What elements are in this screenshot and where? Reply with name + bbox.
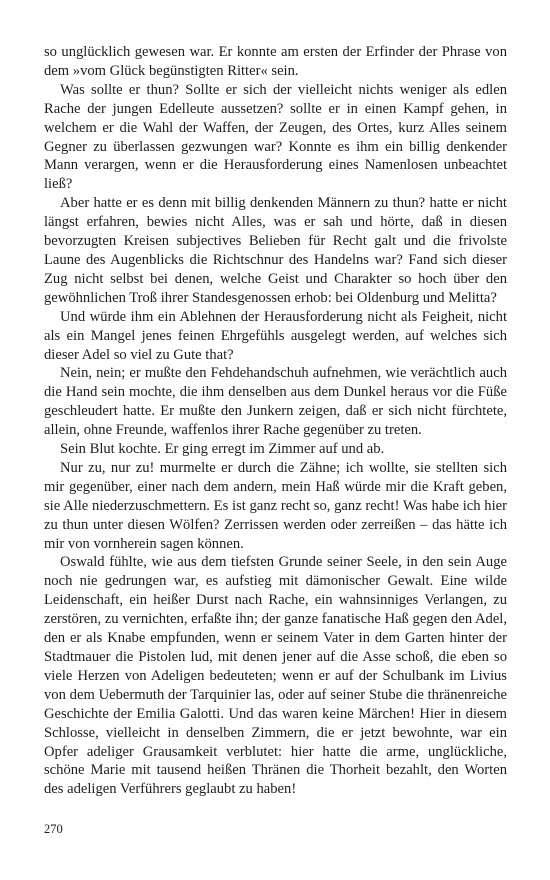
paragraph-1: so unglücklich gewesen war. Er konnte am ersten der Erfinder der Phrase von dem »vom Glück begünstigten Ritter« sein. bbox=[44, 44, 507, 79]
paragraph-3: Aber hatte er es denn mit billig denkenden Männern zu thun? hatte er nicht längst erfahren, bewies nicht Alles, was er sah und hörte, daß in diesen bevorzugten Kreisen subjectives Belieben für Recht galt und die frivolste Laune des Augenblicks die Richtschnur des Handelns war? Fand sich dieser Zug nicht selbst bei denen, welche Geist und Charakter so hoch über den gewöhnlichen Troß ihrer Standesgenossen erhob: bei Oldenburg und Melitta? bbox=[44, 195, 507, 306]
page-body bbox=[44, 43, 507, 799]
paragraph-2: Was sollte er thun? Sollte er sich der vielleicht nichts weniger als edlen Rache der jungen Edelleute aussetzen? sollte er in einen Kampf gehen, in welchem er die Wahl der Waffen, der Zeugen, des Ortes, kurz Alles seinem Gegner zu überlassen gezwungen war? Konnte es ihm ein billig denkender Mann verargen, wenn er die Herausforderung eines Namenlosen unbeachtet ließ? bbox=[44, 81, 507, 193]
paragraph-4: Und würde ihm ein Ablehnen der Herausforderung nicht als Feigheit, nicht als ein Mangel jenes feinen Ehrgefühls ausgelegt werden, auf welches sich dieser Adel so viel zu Gute that? bbox=[44, 308, 507, 363]
paragraph-5: Nein, nein; er mußte den Fehdehandschuh aufnehmen, wie verächtlich auch die Hand sein mochte, die ihm denselben aus dem Dunkel heraus vor die Füße geschleudert hatte. Er mußte den Junkern zeigen, daß er sich nicht fürchtete, allein, ohne Freunde, waffenlos ihrer Rache gegenüber zu treten. bbox=[44, 365, 507, 439]
paragraph-7: Nur zu, nur zu! murmelte er durch die Zähne; ich wollte, sie stellten sich mir gegenüber, einer nach dem andern, mein Haß würde mir die Kraft geben, sie Alle niederzuschmettern. Es ist ganz recht so, ganz recht! Was habe ich hier zu thun unter diesen Wölfen? Zerrissen werden oder zerreißen – das hätte ich mir von vornherein sagen können. bbox=[44, 459, 507, 552]
page-number: 270 bbox=[44, 822, 63, 836]
paragraph-6: Sein Blut kochte. Er ging erregt im Zimmer auf und ab. bbox=[60, 441, 385, 458]
paragraph-8: Oswald fühlte, wie aus dem tiefsten Grunde seiner Seele, in den sein Auge noch nie gedrungen war, es aufstieg mit dämonischer Gewalt. Eine wilde Leidenschaft, ein heißer Durst nach Rache, ein wahnsinniges Verlangen, zu zerstören, zu vernichten, erfaßte ihn; der ganze fanatische Haß gegen den Adel, den er als Knabe empfunden, wenn er seinem Vater in dem Garten hinter der Stadtmauer die Pistolen lud, mit denen jener auf die Asse schoß, die eben so viele Herzen von Adeligen bedeuteten; wenn er auf der Schulbank im Livius von dem Uebermuth der Tarquinier las, oder auf seiner Stube die thränenreiche Geschichte der Emilia Galotti. Und das waren keine Märchen! Hier in diesem Schlosse, vielleicht in denselben Zimmern, die er jetzt bewohnte, war ein Opfer adeliger Grausamkeit verblutet: hier hatte die arme, unglückliche, schöne Marie mit tausend heißen Thränen die Thorheit bezahlt, den Worten des adeligen Verführers geglaubt zu haben! bbox=[44, 554, 507, 798]
